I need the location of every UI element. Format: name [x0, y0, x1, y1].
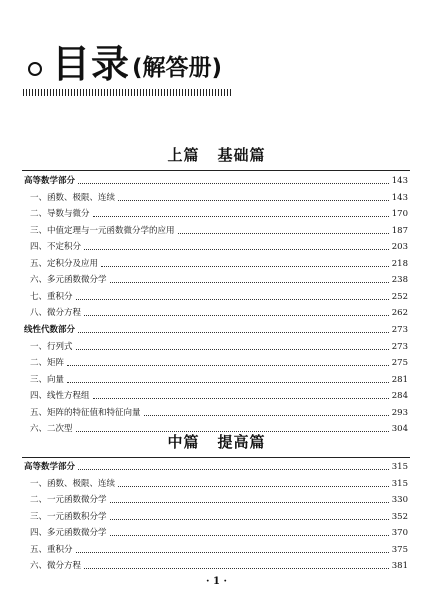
page-subtitle: (解答册)	[132, 55, 223, 81]
toc-page-number: 352	[391, 511, 408, 522]
part-title-advanced	[0, 431, 433, 452]
dot-leader	[84, 315, 389, 316]
dot-leader	[67, 382, 389, 383]
toc-page-number: 203	[391, 242, 408, 253]
toc-entry-row[interactable]	[24, 270, 408, 286]
toc-entry-title: 高等数学部分	[24, 176, 76, 186]
toc-entry-title: 六、微分方程	[30, 561, 82, 571]
toc-entry-title: 三、中值定理与一元函数微分学的应用	[30, 225, 175, 236]
toc-page-number: 304	[391, 424, 408, 435]
dot-leader	[110, 519, 389, 520]
dot-leader	[110, 282, 389, 283]
toc-entry-row[interactable]	[24, 540, 408, 556]
toc-entry-title: 线性代数部分	[24, 324, 76, 335]
toc-entry-title: 四、多元函数微分学	[30, 528, 107, 538]
part-title-basic	[0, 144, 433, 165]
toc-page-number: 315	[391, 462, 408, 472]
toc-page-number: 273	[391, 341, 408, 352]
toc-entry-row[interactable]	[24, 337, 408, 353]
dot-leader	[84, 568, 389, 569]
toc-entry-row[interactable]	[24, 507, 408, 523]
dot-leader	[67, 365, 389, 366]
toc-entry-row[interactable]	[24, 188, 408, 204]
circle-icon	[28, 62, 42, 76]
toc-page-number: 170	[391, 209, 408, 220]
dot-leader	[78, 469, 389, 470]
toc-page-number: 293	[391, 407, 408, 418]
page-title: 目录	[52, 42, 131, 86]
dot-leader	[78, 183, 389, 184]
toc-entry-title: 三、一元函数积分学	[30, 511, 107, 522]
toc-entry-title: 二、一元函数微分学	[30, 495, 107, 505]
toc-entry-row[interactable]	[24, 386, 408, 402]
part-name: 中篇	[167, 433, 200, 451]
toc-page-number: 281	[391, 374, 408, 385]
toc-page-number: 143	[391, 176, 408, 186]
toc-page-number: 218	[391, 258, 408, 269]
toc-entry-title: 六、多元函数微分学	[30, 275, 107, 286]
toc-entry-title: 五、矩阵的特征值和特征向量	[30, 407, 141, 418]
toc-page-number: 330	[391, 495, 408, 505]
toc-section-row[interactable]	[24, 320, 408, 336]
toc-entry-title: 一、函数、极限、连续	[30, 192, 116, 203]
toc-section-row[interactable]	[24, 457, 408, 473]
toc-entry-row[interactable]	[24, 221, 408, 237]
toc-entry-title: 八、微分方程	[30, 308, 82, 319]
toc-page-number: 252	[391, 291, 408, 302]
toc-page-number: 275	[391, 358, 408, 369]
dot-leader	[93, 216, 389, 217]
toc-entry-title: 三、向量	[30, 374, 65, 385]
dot-leader	[76, 349, 389, 350]
toc-entry-title: 一、函数、极限、连续	[30, 478, 116, 489]
dot-leader	[76, 552, 389, 553]
toc-page-number: 238	[391, 275, 408, 286]
toc-entry-row[interactable]	[24, 204, 408, 220]
toc-entry-row[interactable]	[24, 523, 408, 539]
toc-entry-row[interactable]	[24, 353, 408, 369]
toc-entry-title: 四、不定积分	[30, 242, 82, 253]
toc-entry-title: 一、行列式	[30, 341, 73, 352]
toc-entry-row[interactable]	[24, 556, 408, 572]
toc-header	[28, 40, 408, 90]
page-number: · 1 ·	[206, 576, 227, 587]
toc-page-number: 375	[391, 544, 408, 555]
toc-page-number: 370	[391, 528, 408, 538]
toc-page-number: 143	[391, 192, 408, 203]
toc-entry-row[interactable]	[24, 474, 408, 490]
toc-entry-title: 四、线性方程组	[30, 391, 90, 402]
toc-entry-row[interactable]	[24, 303, 408, 319]
dot-leader	[178, 233, 389, 234]
dot-leader	[118, 486, 389, 487]
toc-section-row[interactable]	[24, 171, 408, 187]
part-name: 上篇	[167, 146, 200, 164]
toc-page-number: 273	[391, 324, 408, 335]
toc-entry-row[interactable]	[24, 254, 408, 270]
toc-entry-title: 六、二次型	[30, 424, 73, 435]
dot-leader	[93, 398, 389, 399]
toc-entry-title: 高等数学部分	[24, 462, 76, 472]
toc-entry-row[interactable]	[24, 403, 408, 419]
toc-entry-row[interactable]	[24, 370, 408, 386]
toc-entry-title: 五、定积分及应用	[30, 258, 99, 269]
decorative-tick-bar	[23, 89, 233, 96]
part-label: 提高篇	[217, 433, 266, 451]
toc-page-number: 315	[391, 478, 408, 489]
toc-page-number: 284	[391, 391, 408, 402]
toc-entry-title: 五、重积分	[30, 544, 73, 555]
toc-page-number: 381	[391, 561, 408, 571]
dot-leader	[118, 200, 389, 201]
toc-entry-title: 七、重积分	[30, 291, 73, 302]
dot-leader	[78, 332, 389, 333]
dot-leader	[110, 502, 389, 503]
toc-entry-title: 二、矩阵	[30, 358, 65, 369]
toc-page-number: 262	[391, 308, 408, 319]
toc-page-number: 187	[391, 225, 408, 236]
toc-entry-row[interactable]	[24, 287, 408, 303]
part-label: 基础篇	[217, 146, 266, 164]
toc-entry-row[interactable]	[24, 237, 408, 253]
dot-leader	[76, 299, 389, 300]
toc-entry-title: 二、导数与微分	[30, 209, 90, 220]
toc-entry-row[interactable]	[24, 490, 408, 506]
dot-leader	[84, 249, 389, 250]
dot-leader	[144, 415, 389, 416]
dot-leader	[110, 535, 389, 536]
dot-leader	[101, 266, 389, 267]
